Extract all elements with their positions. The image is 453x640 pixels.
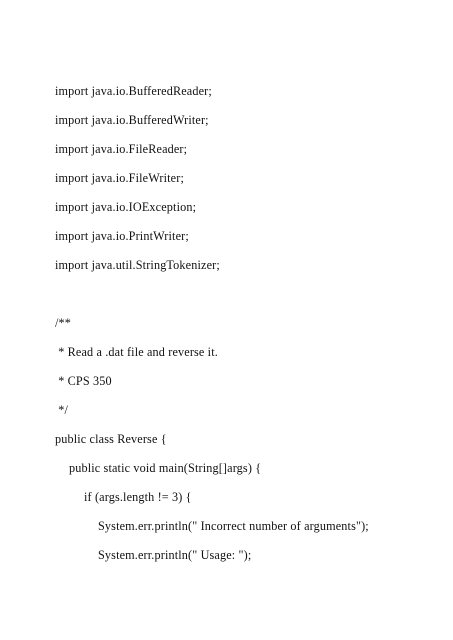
code-line: import java.util.StringTokenizer; — [55, 258, 220, 272]
code-line: import java.io.BufferedReader; — [55, 84, 212, 98]
code-line: * Read a .dat file and reverse it. — [55, 345, 218, 359]
code-line: public class Reverse { — [55, 432, 167, 446]
code-line: import java.io.PrintWriter; — [55, 229, 189, 243]
code-line: System.err.println(" Usage: "); — [98, 548, 252, 562]
code-line: public static void main(String[]args) { — [69, 461, 262, 475]
code-line: import java.io.IOException; — [55, 200, 197, 214]
code-line: import java.io.FileReader; — [55, 142, 188, 156]
code-line: import java.io.BufferedWriter; — [55, 113, 209, 127]
code-line: import java.io.FileWriter; — [55, 171, 184, 185]
code-line: */ — [55, 403, 68, 417]
code-line: if (args.length != 3) { — [84, 490, 192, 504]
code-line: /** — [55, 316, 72, 330]
code-line: System.err.println(" Incorrect number of arguments"); — [98, 519, 369, 533]
code-line: * CPS 350 — [55, 374, 112, 388]
